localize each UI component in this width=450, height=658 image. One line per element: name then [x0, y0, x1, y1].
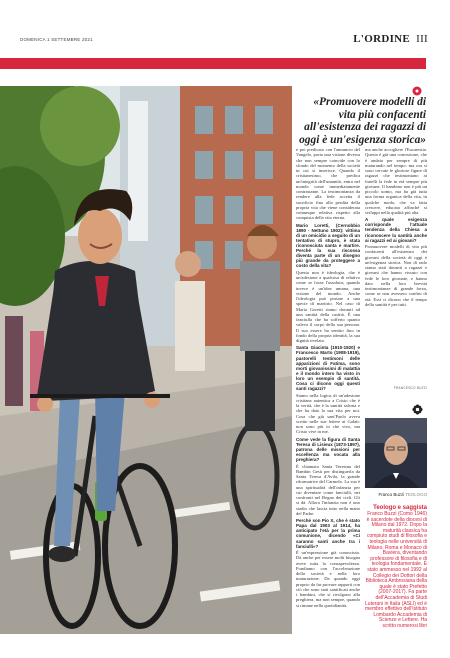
pull-quote: «Promuovere modelli di vita più confacenti all'esistenza dei ragazzi di oggi è un'esigenza storica»: [299, 96, 426, 146]
article-paragraph: È un'espressione già conosciuta. Dà anche per essere molti bisogna avere tutta la consapevolezza. Fondiamo con l'accelerazione della società e nella loro maturazione. Da quando oggi proprio da far provare rapporti con ciò che sono stati santificati anche i bambini, che si rivolgono alla preghiera, ma non sempre, quando si rimane nella quotidianità.: [296, 550, 360, 608]
photo-credit: FRANCESCO BUZZI: [393, 386, 427, 390]
article-paragraph: Siamo nella logica di un'adesione cristiana autentica a Cristo che è la verità, che è la santità salvata e che ha dato la sua vita per noi. Cosa che già sant'Paolo aveva scritto nelle sue lettere ai Galati: non sono più io che vivo, ma Cristo vive in me.: [296, 392, 360, 435]
caption-role: TEOLOGO: [405, 492, 427, 497]
portrait-caption: [365, 492, 427, 497]
article-paragraph: È chiamata Santa Teresina del Bambin Gesù per distinguerla da Santa Teresa d'Avila, la grande riformatrice del Carmelo. La sua è una spiritualità dell'infanzia per cui diventare come fanciulli, nei confronti nel Regno dei cieli. Gli si dà. Allora l'infanzia non è uno stadio che lascia tutto nella mano del Padre.: [296, 463, 360, 516]
article-paragraph: Promuovere modelli di vita più confacenti all'esistenza dei giovani della società di oggi è un'esigenza storica. Non di rado siamo stati davanti a ragazzi e giovani che hanno vissuto con fede le loro giornate, e hanno dato nella loro brevità testimonianze di grande forza, come se non avessero confini di età. Essi ci dicono che il tempo della santità è per tutti.: [365, 244, 427, 307]
page-number: III: [416, 33, 428, 45]
article-paragraph: ma anche accogliere l'Eucarestia. Questa è già una concezione, che è andata per sempre di più maturando nel tempo: ma ora si sono cercate le gloriose figure di ragazzi che testimoniano ai fratelli la fede in età sempre più giovane. Il bambino non è più un piccolo uomo, ma ha già tutta una forma organica della vita, in qualche modo, che va fatta crescere, educata affinché si sviluppi nella qualità più alta.: [365, 147, 427, 215]
author-bio: [365, 505, 427, 629]
article-paragraph: Questa non è ideologia, che è un'adesione a qualcosa di relativo come se fosse l'assoluto; quando invece è un'idea umana, una visione del mondo. Anche l'ideologia può portare a una specie di martirio. Nel caso di Maria Goretti siamo davanti ad una santità della castità. È una fanciulla che ha sofferto quanto valeva il corpo della sua persona. Il suo essere ha sentito fino in fondo della propria identità, la sua dignità rivelata.: [296, 269, 360, 344]
bio-title: Teologo e saggista: [373, 505, 427, 511]
flower-ornament-icon: [412, 404, 423, 415]
portrait-photo: [365, 418, 427, 488]
article-paragraph: e poi predicato con l'annuncio del Vangelo, porta una visione diversa che non sempre coincide con lo sfondo del momento della società in cui si inserisce. Quando il cristianesimo, che predica un'integrità dell'umanità, entra nel mondo come immediatamente contrastante. La testimonianza da rendere alla fede accetta il sacrificio fino alla perdita della propria vita che viene considerata comunque relativa rispetto alla conquista della vita eterna.: [296, 147, 360, 221]
bio-text: Franco Buzzi (Como 1946) è sacerdote della diocesi di Milano dal 1972. Dopo la maturità classica ha compiuto studi di filosofia e teologia nelle università di Milano, Roma e Monaco di Baviera, diventando professore di filosofia e di teologia fondamentale. È stato ammesso nel 1992 al Collegio dei Dottori della Biblioteca Ambrosiana della quale è stato Prefetto (2007-2017). Fa parte dell'Accademia di Studi Luterani in Italia (ASLI) ed è membro effettivo dell'Istituto Lombardo Accademia di Scienze e Lettere. Ha scritto numerosi libri: [365, 511, 428, 629]
ornament-icon: [412, 86, 422, 96]
interview-question: Santa Giacinta (1910-1920) e Francesco Marto (1908-1919), pastorelli testimoni delle apparizioni di Fatima, sono morti giovanissimi di malattia e il mondo intero ha visto in loro un esempio di santità. Cosa ci dicono oggi questi santi ragazzi?: [296, 345, 360, 392]
masthead-title: L'ORDINE: [353, 33, 411, 45]
interview-question: Perché son Pio X, che è stato Papa dal 1903 al 1914, ha anticipato l'età per la prima comunione, dicendo «Ci saranno santi anche tra i fanciulli»?: [296, 518, 360, 549]
accent-bar: [0, 58, 426, 69]
dateline: DOMENICA 1 SETTEMBRE 2021: [20, 37, 93, 42]
masthead: [353, 33, 428, 45]
interview-question: Mario Loretti, (Cernobbio 1890 - Nettuno 1902): vittima di un omicidio a seguito di un tentativo di stupro, è stata riconosciuta santa e martire. Perché la sua riscossa diventa parte di un disegno più grande da proteggere a costo della vita?: [296, 222, 360, 269]
boy-on-bicycle-photo: [0, 86, 292, 634]
caption-name: Franco Buzzi: [378, 492, 405, 497]
interview-question: A quale esigenza corrisponde l'attuale tendenza della Chiesa a riconoscere la santità anche ai ragazzi ed ai giovani?: [365, 217, 427, 243]
article-column-2: [365, 147, 427, 383]
page-header: [20, 34, 428, 48]
article-column-1: [296, 147, 360, 634]
interview-question: Come vede la figura di Santa Teresa di Lisieux (1873-1897), patrona delle missioni per eccellenza ma vocata alla preghiera?: [296, 436, 360, 463]
